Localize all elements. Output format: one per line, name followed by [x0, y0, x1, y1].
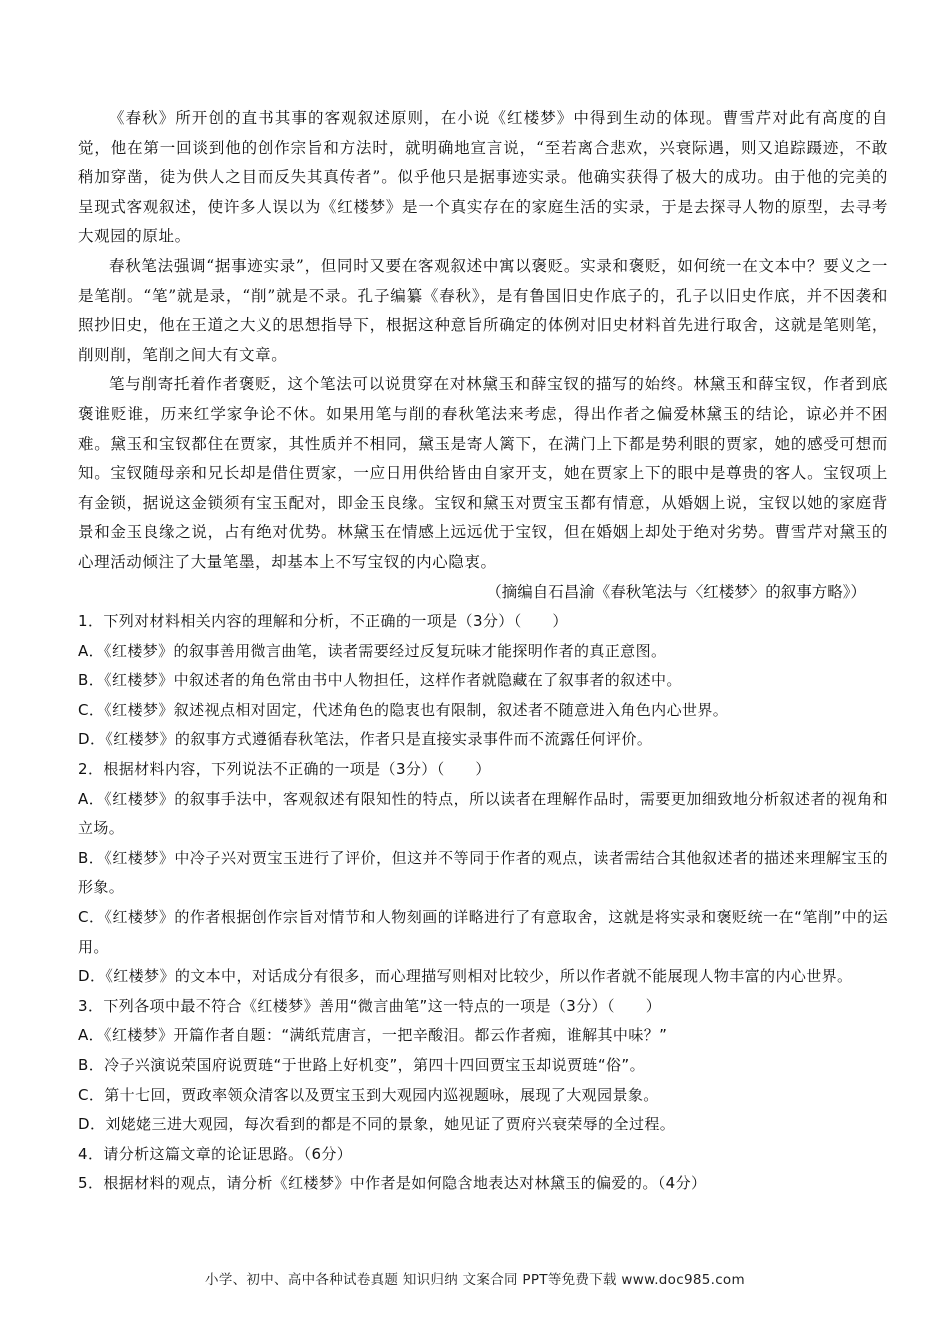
option-a: A．《红楼梦》的叙事手法中，客观叙述有限知性的特点，所以读者在理解作品时，需要更加细致地分析叙述者的视角和立场。 [78, 789, 888, 838]
option-a: A．《红楼梦》的叙事善用微言曲笔，读者需要经过反复玩味才能探明作者的真正意图。 [78, 641, 667, 660]
question-stem: 1．下列对材料相关内容的理解和分析，不正确的一项是（3分）（ ） [78, 612, 568, 631]
option-b: B．《红楼梦》中冷子兴对贾宝玉进行了评价，但这并不等同于作者的观点，读者需结合其他叙述者的描述来理解宝玉的形象。 [78, 848, 888, 897]
question-5 [78, 1169, 888, 1199]
exam-page [78, 104, 888, 1199]
question-2 [78, 755, 888, 992]
question-3 [78, 992, 888, 1140]
question-stem: 3．下列各项中最不符合《红楼梦》善用“微言曲笔”这一特点的一项是（3分）（ ） [78, 996, 662, 1015]
page-footer: 小学、初中、高中各种试卷真题 知识归纳 文案合同 PPT等免费下载 www.doc985.com [205, 1272, 745, 1288]
option-d: D．《红楼梦》的叙事方式遵循春秋笔法，作者只是直接实录事件而不流露任何评价。 [78, 730, 653, 749]
passage-paragraph-1: 《春秋》所开创的直书其事的客观叙述原则，在小说《红楼梦》中得到生动的体现。曹雪芹对此有高度的自觉，他在第一回谈到他的创作宗旨和方法时，就明确地宣言说，“至若离合悲欢，兴衰际遇，则又追踪蹑迹，不敢稍加穿凿，徒为供人之目而反失其真传者”。似乎他只是据事迹实录。他确实获得了极大的成功。由于他的完美的呈现式客观叙述，使许多人误以为《红楼梦》是一个真实存在的家庭生活的实录，于是去探寻人物的原型，去寻考大观园的原址。 [78, 109, 888, 246]
option-c: C．《红楼梦》的作者根据创作宗旨对情节和人物刻画的详略进行了有意取舍，这就是将实录和褒贬统一在“笔削”中的运用。 [78, 908, 888, 956]
option-c: C．《红楼梦》叙述视点相对固定，代述角色的隐衷也有限制，叙述者不随意进入角色内心世界。 [78, 700, 729, 719]
question-stem: 5．根据材料的观点，请分析《红楼梦》中作者是如何隐含地表达对林黛玉的偏爱的。（4分） [78, 1174, 707, 1193]
question-list [78, 607, 888, 1199]
option-d: D．《红楼梦》的文本中，对话成分有很多，而心理描写则相对比较少，所以作者就不能展现人物丰富的内心世界。 [78, 967, 853, 986]
option-b: B．冷子兴演说荣国府说贾琏“于世路上好机变”，第四十四回贾宝玉却说贾琏“俗”。 [78, 1056, 645, 1074]
question-4 [78, 1140, 888, 1170]
option-a: A．《红楼梦》开篇作者自题：“满纸荒唐言，一把辛酸泪。都云作者痴，谁解其中味？” [78, 1026, 668, 1045]
passage-source: （摘编自石昌渝《春秋笔法与〈红楼梦〉的叙事方略》） [486, 582, 866, 601]
question-stem: 4．请分析这篇文章的论证思路。（6分） [78, 1144, 353, 1163]
question-1 [78, 607, 888, 755]
reading-passage [78, 104, 888, 578]
option-b: B．《红楼梦》中叙述者的角色常由书中人物担任，这样作者就隐藏在了叙事者的叙述中。 [78, 671, 682, 690]
passage-paragraph-3: 笔与削寄托着作者褒贬，这个笔法可以说贯穿在对林黛玉和薛宝钗的描写的始终。林黛玉和薛宝钗，作者到底褒谁贬谁，历来红学家争论不休。如果用笔与削的春秋笔法来考虑，得出作者之偏爱林黛玉的结论，谅必并不困难。黛玉和宝钗都住在贾家，其性质并不相同，黛玉是寄人篱下，在满门上下都是势利眼的贾家，她的感受可想而知。宝钗随母亲和兄长却是借住贾家，一应日用供给皆由自家开支，她在贾家上下的眼中是尊贵的客人。宝钗项上有金锁，据说这金锁须有宝玉配对，即金玉良缘。宝钗和黛玉对贾宝玉都有情意，从婚姻上说，宝钗以她的家庭背景和金玉良缘之说，占有绝对优势。林黛玉在情感上远远优于宝钗，但在婚姻上却处于绝对劣势。曹雪芹对黛玉的心理活动倾注了大量笔墨，却基本上不写宝钗的内心隐衷。 [78, 375, 888, 571]
option-d: D．刘姥姥三进大观园，每次看到的都是不同的景象，她见证了贾府兴衰荣辱的全过程。 [78, 1115, 676, 1134]
passage-paragraph-2: 春秋笔法强调“据事迹实录”，但同时又要在客观叙述中寓以褒贬。实录和褒贬，如何统一在文本中？要义之一是笔削。“笔”就是录，“削”就是不录。孔子编纂《春秋》，是有鲁国旧史作底子的，孔子以旧史作底，并不因袭和照抄旧史，他在王道之大义的思想指导下，根据这种意旨所确定的体例对旧史材料首先进行取舍，这就是笔则笔，削则削，笔削之间大有文章。 [78, 256, 888, 364]
option-c: C．第十七回，贾政率领众清客以及贾宝玉到大观园内巡视题咏，展现了大观园景象。 [78, 1085, 659, 1104]
question-stem: 2．根据材料内容，下列说法不正确的一项是（3分）（ ） [78, 760, 491, 779]
